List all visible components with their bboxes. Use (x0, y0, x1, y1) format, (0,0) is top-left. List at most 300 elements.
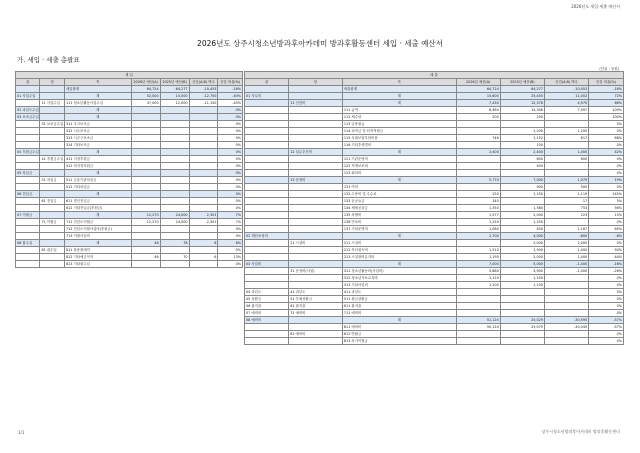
expenditure-cell-v3: 1,119 (544, 191, 588, 198)
revenue-cell-v2 (160, 156, 189, 163)
revenue-cell-c2 (40, 135, 64, 142)
expenditure-cell-c1 (245, 205, 289, 212)
revenue-cell-v1 (131, 149, 160, 156)
revenue-table-row (16, 184, 243, 191)
expenditure-cell-v1: 1,080 (456, 226, 500, 233)
expenditure-table-row (245, 163, 624, 170)
revenue-cell-v3: -11,150 (189, 100, 218, 107)
expenditure-cell-v1: 7,430 (456, 100, 500, 107)
expenditure-cell-c2: 61 잡지출 (289, 303, 343, 310)
revenue-cell-v4: 0% (218, 135, 243, 142)
expenditure-cell-c3: 계 (342, 177, 456, 184)
revenue-cell-c1: 01 사업수입 (16, 93, 40, 100)
revenue-cell-v2 (160, 226, 189, 233)
expenditure-cell-v1: 746 (456, 135, 500, 142)
revenue-cell-c2 (40, 226, 64, 233)
revenue-cell-v3: 6 (189, 254, 218, 261)
revenue-cell-c3: 711 전년도이월금 (64, 219, 131, 226)
revenue-column-header: 2026년 예산(A) (131, 79, 160, 86)
expenditure-cell-v1: 5,880 (456, 268, 500, 275)
revenue-table-row (16, 114, 243, 121)
expenditure-cell-c3: 511 원금상환금 (342, 296, 456, 303)
expenditure-cell-c1 (245, 177, 289, 184)
expenditure-cell-v2 (500, 198, 544, 205)
expenditure-cell-c2 (289, 254, 343, 261)
expenditure-cell-c1: 06 잡지출 (245, 303, 289, 310)
expenditure-cell-v4: 56% (589, 205, 624, 212)
expenditure-cell-v1: 1,350 (456, 205, 500, 212)
expenditure-cell-v2: 900 (500, 184, 544, 191)
expenditure-cell-c3: 313 기타사업비 (342, 282, 456, 289)
expenditure-cell-c1: 02 재산조성비 (245, 233, 289, 240)
expenditure-cell-v2 (500, 338, 544, 345)
expenditure-cell-c3: 135 차량비 (342, 212, 456, 219)
revenue-table-row (16, 170, 243, 177)
expenditure-table-row (245, 338, 624, 345)
revenue-cell-v3 (189, 142, 218, 149)
revenue-cell-v1: 46 (131, 254, 160, 261)
revenue-cell-v3 (189, 156, 218, 163)
expenditure-cell-v3: 1,167 (544, 226, 588, 233)
expenditure-cell-v2: 400 (500, 226, 544, 233)
expenditure-cell-c3: 312 청소년자료교육비 (342, 275, 456, 282)
expenditure-table-row (245, 268, 624, 275)
revenue-cell-v2 (160, 205, 189, 212)
expenditure-cell-c1: 03 사업비 (245, 261, 289, 268)
expenditure-cell-c2 (289, 247, 343, 254)
expenditure-column-header: 항 (289, 79, 343, 86)
revenue-cell-v1: 37,000 (131, 100, 160, 107)
revenue-cell-v1: 12,270 (131, 212, 160, 219)
revenue-cell-c3: 511 금융기관차입금 (64, 177, 131, 184)
revenue-cell-v4: 0% (218, 191, 243, 198)
revenue-cell-c3: 계 (64, 93, 131, 100)
revenue-cell-v4: 0% (218, 177, 243, 184)
expenditure-cell-c1 (245, 338, 289, 345)
revenue-cell-c3: 813 기타잡수입 (64, 261, 131, 268)
expenditure-cell-v1 (456, 331, 500, 338)
expenditure-cell-v1: 1,577 (456, 212, 500, 219)
revenue-cell-c1 (16, 100, 40, 107)
revenue-cell-c1 (16, 205, 40, 212)
revenue-cell-c3: 314 기타보조금 (64, 142, 131, 149)
revenue-cell-v1: 64,724 (131, 86, 160, 93)
expenditure-table-row (245, 310, 624, 317)
revenue-cell-c2 (40, 254, 64, 261)
expenditure-cell-c3: 112 제수당 (342, 114, 456, 121)
revenue-cell-c2 (40, 191, 64, 198)
expenditure-cell-v2: 14,346 (500, 107, 544, 114)
revenue-table-row (16, 135, 243, 142)
revenue-cell-v4: -16% (218, 86, 243, 93)
expenditure-cell-c1 (245, 107, 289, 114)
revenue-cell-c2: 71 이월금 (40, 219, 64, 226)
expenditure-cell-v1: 1,190 (456, 254, 500, 261)
expenditure-cell-v4: 145% (589, 191, 624, 198)
expenditure-cell-v1: 2,700 (456, 233, 500, 240)
expenditure-cell-v3: 2,000 (544, 240, 588, 247)
revenue-cell-v1 (131, 170, 160, 177)
revenue-cell-c1 (16, 233, 40, 240)
expenditure-cell-c1 (245, 114, 289, 121)
expenditure-cell-c3: 123 회의비 (342, 170, 456, 177)
expenditure-cell-c3: 812 반환금 (342, 331, 456, 338)
expenditure-table-row (245, 226, 624, 233)
revenue-cell-v4: 0% (218, 114, 243, 121)
revenue-cell-v1 (131, 156, 160, 163)
expenditure-cell-v4: 0% (589, 170, 624, 177)
expenditure-cell-v4: 42% (589, 149, 624, 156)
revenue-cell-c1 (16, 198, 40, 205)
expenditure-table-row (245, 254, 624, 261)
revenue-table-row (16, 100, 243, 107)
revenue-cell-v3 (189, 191, 218, 198)
expenditure-cell-v3: 1,079 (544, 177, 588, 184)
expenditure-table-row (245, 86, 624, 93)
revenue-cell-c1: 02 과년도수입 (17, 108, 39, 112)
revenue-column-header: 항 (40, 79, 64, 86)
revenue-cell-v3: 2,301 (189, 219, 218, 226)
expenditure-cell-v4: 0% (589, 331, 624, 338)
revenue-cell-v3: -10,453 (189, 86, 218, 93)
expenditure-cell-v3: 1,000 (544, 149, 588, 156)
expenditure-cell-v3: -1,400 (544, 268, 588, 275)
expenditure-table-row (245, 114, 624, 121)
revenue-cell-v1 (131, 107, 160, 114)
revenue-cell-c2 (40, 240, 64, 247)
revenue-table-row (16, 86, 243, 93)
revenue-cell-v4: 0% (218, 198, 243, 205)
expenditure-cell-c2: 71 예비비 (289, 310, 343, 317)
revenue-cell-v4: 0% (218, 226, 243, 233)
revenue-table-row (16, 142, 243, 149)
expenditure-cell-c1 (245, 184, 289, 191)
revenue-cell-v2: 78 (160, 240, 189, 247)
expenditure-cell-v2: 1,250 (500, 219, 544, 226)
expenditure-cell-v1: 50,124 (456, 324, 500, 331)
expenditure-cell-v4: 68% (589, 135, 624, 142)
revenue-cell-c1 (16, 184, 40, 191)
expenditure-cell-v3 (544, 121, 588, 128)
revenue-cell-c1: 07 이월금 (16, 212, 40, 219)
expenditure-cell-v2 (500, 303, 544, 310)
revenue-cell-v3 (189, 198, 218, 205)
expenditure-cell-c1 (245, 247, 289, 254)
revenue-cell-c1 (16, 86, 40, 93)
expenditure-table-row (245, 296, 624, 303)
revenue-cell-v2: 70 (160, 254, 189, 261)
expenditure-table-row (245, 240, 624, 247)
expenditure-table-row (245, 107, 624, 114)
expenditure-cell-v4: 19% (589, 177, 624, 184)
expenditure-cell-v3: 223 (544, 212, 588, 219)
revenue-cell-v1 (131, 163, 160, 170)
revenue-cell-c3: 계 (64, 114, 131, 121)
expenditure-cell-c2 (289, 93, 343, 100)
expenditure-cell-c1 (245, 198, 289, 205)
expenditure-cell-v2 (500, 310, 544, 317)
unit-label: (단위 : 천원) (599, 67, 619, 71)
expenditure-cell-c3: 137 기타운영비 (342, 226, 456, 233)
revenue-table-row (16, 261, 243, 268)
expenditure-cell-c2 (289, 324, 343, 331)
header-right: 2026년도 세입·세출 예산서 (571, 4, 620, 9)
expenditure-cell-c3: 136 연료비 (342, 219, 456, 226)
expenditure-cell-v1 (456, 240, 500, 247)
revenue-cell-v1 (131, 121, 160, 128)
revenue-cell-v2 (160, 121, 189, 128)
expenditure-table-row (245, 128, 624, 135)
expenditure-cell-c1 (245, 149, 289, 156)
expenditure-cell-c1 (245, 121, 289, 128)
revenue-cell-c2 (40, 261, 64, 268)
expenditure-cell-v2: 1,150 (500, 191, 544, 198)
expenditure-cell-v2: 12,378 (500, 100, 544, 107)
revenue-cell-c2 (40, 205, 64, 212)
revenue-cell-v3 (189, 107, 218, 114)
revenue-cell-c3: 311 국고보조금 (64, 121, 131, 128)
expenditure-cell-v3: 4,970 (544, 100, 588, 107)
revenue-cell-c2: 11 사업수입 (40, 100, 64, 107)
revenue-cell-v4: 0% (218, 184, 243, 191)
revenue-cell-c1 (16, 261, 40, 268)
revenue-cell-c3: 811 불용품매각 (64, 247, 131, 254)
revenue-cell-v4: -40% (218, 93, 243, 100)
expenditure-cell-c2 (289, 121, 343, 128)
revenue-cell-v3: 6 (189, 240, 218, 247)
expenditure-cell-v2 (500, 170, 544, 177)
revenue-cell-c2 (40, 86, 64, 93)
expenditure-cell-c2: 11 인건비 (289, 100, 343, 107)
revenue-cell-v2 (160, 177, 189, 184)
revenue-cell-v4: 0% (218, 247, 243, 254)
expenditure-cell-v3: 500 (544, 184, 588, 191)
expenditure-cell-v3: 753 (544, 205, 588, 212)
expenditure-cell-v4: -26% (589, 268, 624, 275)
expenditure-column-header: 목 (342, 79, 456, 86)
revenue-cell-c3: 계 (64, 191, 131, 198)
revenue-cell-v4: 6% (218, 240, 243, 247)
expenditure-column-header: 증감(A-B) 액수 (544, 79, 588, 86)
revenue-cell-v2 (160, 184, 189, 191)
expenditure-cell-v3: -30,045 (544, 324, 588, 331)
expenditure-cell-c3: 134 제세공과금 (342, 205, 456, 212)
expenditure-cell-c1 (245, 86, 289, 93)
expenditure-cell-v4: -57% (589, 324, 624, 331)
revenue-cell-c3: 412 비지정후원금 (64, 163, 131, 170)
expenditure-cell-v3 (544, 289, 588, 296)
revenue-cell-c2 (40, 149, 64, 156)
expenditure-cell-v4: 72% (589, 93, 624, 100)
expenditure-table-row (245, 303, 624, 310)
expenditure-cell-v1 (456, 310, 500, 317)
expenditure-table-row (245, 177, 624, 184)
expenditure-cell-v1 (456, 142, 500, 149)
expenditure-cell-v3 (544, 296, 588, 303)
revenue-column-header-row (16, 79, 243, 86)
revenue-cell-c2: 31 보조금수입 (41, 122, 64, 126)
revenue-cell-c2 (40, 184, 64, 191)
expenditure-table (244, 71, 624, 345)
revenue-cell-v4: 0% (218, 170, 243, 177)
revenue-table (15, 71, 243, 268)
revenue-cell-v2: 15,000 (160, 93, 189, 100)
expenditure-table-row (245, 121, 624, 128)
revenue-cell-v2 (160, 198, 189, 205)
expenditure-cell-c3: 211 시설비 (342, 240, 456, 247)
expenditure-cell-c3: 115 사회보험부담비용 (342, 135, 456, 142)
revenue-group-header-row (16, 72, 243, 79)
expenditure-cell-v2: 1,200 (500, 128, 544, 135)
expenditure-cell-v2: 400 (500, 163, 544, 170)
revenue-cell-c3: 713 이월사업비 (64, 233, 131, 240)
expenditure-cell-c2 (289, 86, 343, 93)
revenue-cell-v1 (131, 226, 160, 233)
expenditure-cell-v2: 25,079 (500, 324, 544, 331)
revenue-cell-c1 (16, 163, 40, 170)
revenue-cell-v1: 52,000 (131, 93, 160, 100)
expenditure-cell-c1 (245, 128, 289, 135)
revenue-table-row (16, 219, 243, 226)
expenditure-cell-c2 (289, 135, 343, 142)
expenditure-column-header: 증감 비율(%) (589, 79, 624, 86)
revenue-cell-c3: 313 시군구보조금 (64, 135, 131, 142)
expenditure-cell-v4: 0% (589, 338, 624, 345)
expenditure-cell-c2 (289, 198, 343, 205)
expenditure-cell-c2 (289, 233, 343, 240)
expenditure-cell-c3: 611 잡지출 (342, 303, 456, 310)
revenue-cell-c2 (40, 170, 64, 177)
expenditure-cell-v4: 0% (589, 163, 624, 170)
revenue-column-header: 2025년 예산(B) (160, 79, 189, 86)
revenue-cell-v3 (189, 177, 218, 184)
expenditure-cell-v1: 140 (456, 198, 500, 205)
revenue-cell-v4: 0% (218, 233, 243, 240)
revenue-cell-v3 (189, 184, 218, 191)
expenditure-table-row (245, 198, 624, 205)
revenue-cell-v1 (131, 177, 160, 184)
expenditure-cell-c2 (289, 219, 343, 226)
expenditure-cell-c2 (289, 261, 343, 268)
expenditure-cell-c3: 811 예비비 (342, 324, 456, 331)
expenditure-cell-v4: 65% (589, 226, 624, 233)
expenditure-cell-c2: 21 시설비 (289, 240, 343, 247)
revenue-cell-c1 (16, 247, 40, 254)
expenditure-cell-c3: 114 퇴직금 및 퇴직적립금 (342, 128, 456, 135)
revenue-column-header: 관 (16, 79, 40, 86)
revenue-cell-c1 (16, 219, 40, 226)
revenue-cell-v3 (189, 135, 218, 142)
revenue-cell-v2: 12,000 (160, 100, 189, 107)
expenditure-cell-v2: 2,400 (500, 149, 544, 156)
expenditure-table-row (245, 212, 624, 219)
expenditure-cell-v3 (544, 275, 588, 282)
expenditure-cell-c1 (245, 331, 289, 338)
revenue-cell-v4: 13% (218, 254, 243, 261)
expenditure-cell-v4: -6% (589, 233, 624, 240)
revenue-cell-c1 (16, 156, 40, 163)
expenditure-cell-c3: 132 수용비 및 수수료 (342, 191, 456, 198)
revenue-cell-v1 (131, 247, 160, 254)
footer-org: 상주시청소년방과후아카데미 방과후활동센터 (541, 429, 620, 434)
revenue-cell-v2 (160, 247, 189, 254)
expenditure-cell-c1: 07 예비비 (245, 310, 289, 317)
expenditure-cell-v4: 44% (589, 254, 624, 261)
revenue-group-header: 세 입 (16, 72, 243, 79)
expenditure-cell-c2: 13 운영비 (289, 177, 343, 184)
expenditure-cell-c2 (289, 170, 343, 177)
expenditure-cell-c1 (245, 170, 289, 177)
expenditure-cell-c1 (245, 142, 289, 149)
expenditure-cell-c2 (289, 191, 343, 198)
expenditure-cell-v4: 0% (589, 303, 624, 310)
expenditure-cell-c3: 계 (342, 100, 456, 107)
expenditure-cell-c2 (289, 338, 343, 345)
revenue-cell-c1 (16, 254, 40, 261)
revenue-cell-v1 (131, 261, 160, 268)
expenditure-table-row (245, 170, 624, 177)
expenditure-cell-v2 (500, 296, 544, 303)
revenue-cell-v2 (160, 135, 189, 142)
expenditure-cell-v4: 0% (589, 240, 624, 247)
expenditure-cell-c2 (289, 114, 343, 121)
expenditure-cell-v4: 0% (589, 128, 624, 135)
expenditure-cell-v4: 100% (589, 114, 624, 121)
revenue-cell-v1: 12,270 (131, 219, 160, 226)
revenue-cell-v1 (131, 184, 160, 191)
expenditure-cell-v4: 0% (589, 282, 624, 289)
revenue-cell-c1: 04 후원금수입 (17, 150, 39, 154)
expenditure-group-header-row (245, 72, 624, 79)
revenue-cell-c2 (40, 128, 64, 135)
revenue-cell-c3: 세입합계 (64, 86, 131, 93)
expenditure-cell-v3: 11,002 (544, 93, 588, 100)
revenue-cell-c2: 51 차입금 (40, 177, 64, 184)
expenditure-cell-v4: 66% (589, 100, 624, 107)
expenditure-cell-v4: 0% (589, 184, 624, 191)
expenditure-cell-c2 (289, 128, 343, 135)
expenditure-cell-v1: 250 (456, 191, 500, 198)
revenue-cell-v3 (189, 114, 218, 121)
expenditure-cell-v1: 15,600 (456, 93, 500, 100)
expenditure-cell-v1: 200 (456, 114, 500, 121)
expenditure-table-row (245, 247, 624, 254)
expenditure-column-header: 2025년 예산(B) (500, 79, 544, 86)
expenditure-cell-v1 (456, 338, 500, 345)
expenditure-table-row (245, 142, 624, 149)
expenditure-table-row (245, 205, 624, 212)
revenue-table-row (16, 156, 243, 163)
section-heading: 가. 세입 · 세출 총괄표 (17, 56, 80, 64)
expenditure-cell-c1 (245, 226, 289, 233)
revenue-cell-v4: 0% (218, 121, 243, 128)
revenue-cell-c2 (40, 142, 64, 149)
revenue-cell-v4: 0% (218, 163, 243, 170)
expenditure-cell-c2 (289, 107, 343, 114)
expenditure-cell-c1: 04 과년도 (245, 289, 289, 296)
expenditure-cell-c1: 01 사무비 (245, 93, 289, 100)
revenue-cell-v2 (160, 142, 189, 149)
expenditure-cell-c3: 131 여비 (342, 184, 456, 191)
expenditure-cell-c3: 111 급여 (342, 107, 456, 114)
revenue-cell-v4: 7% (218, 219, 243, 226)
expenditure-table-row (245, 93, 624, 100)
expenditure-cell-v4: -16% (589, 86, 624, 93)
expenditure-cell-c3: 213 시설장비유지비 (342, 254, 456, 261)
expenditure-cell-v2: 100 (500, 142, 544, 149)
revenue-cell-v2: 24,000 (160, 212, 189, 219)
expenditure-cell-v2: 1,900 (500, 247, 544, 254)
